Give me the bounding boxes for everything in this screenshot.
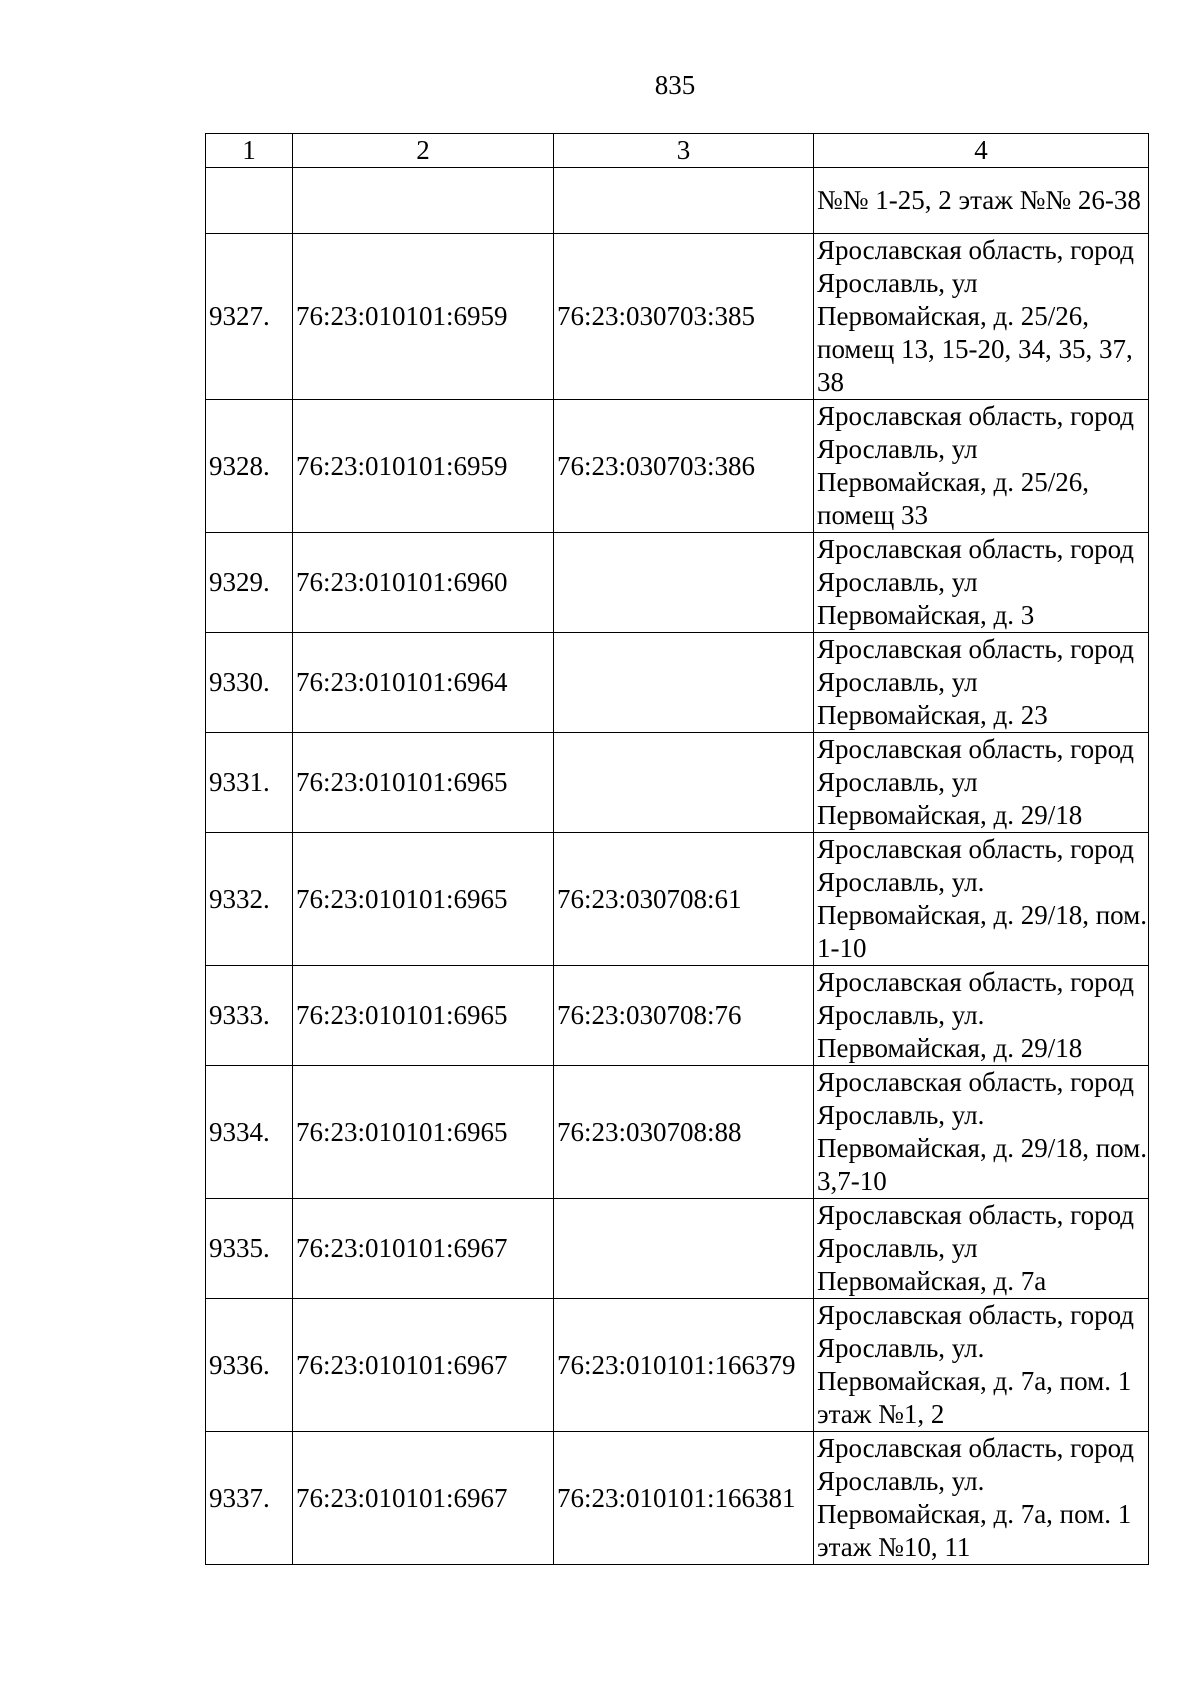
cadastral-number: 76:23:010101:6959 [293,400,554,533]
row-number: 9337. [206,1432,293,1565]
cadastral-number: 76:23:010101:6967 [293,1299,554,1432]
cadastral-number: 76:23:010101:6967 [293,1199,554,1299]
object-cadastral-number [554,733,814,833]
table-row [206,533,1149,633]
row-number: 9331. [206,733,293,833]
column-header-3: 3 [554,134,814,168]
cadastral-number: 76:23:010101:6960 [293,533,554,633]
address: №№ 1-25, 2 этаж №№ 26-38 [814,168,1149,234]
table-row [206,966,1149,1066]
address: Ярославская область, город Ярославль, ул. Первомайская, д. 29/18 [814,966,1149,1066]
object-cadastral-number [554,168,814,234]
column-header-2: 2 [293,134,554,168]
registry-table [205,133,1149,1565]
cadastral-number: 76:23:010101:6965 [293,733,554,833]
table-row [206,1199,1149,1299]
object-cadastral-number [554,633,814,733]
table-row [206,633,1149,733]
row-number: 9330. [206,633,293,733]
address: Ярославская область, город Ярославль, ул. Первомайская, д. 29/18, пом. 1-10 [814,833,1149,966]
row-number [206,168,293,234]
object-cadastral-number: 76:23:030708:88 [554,1066,814,1199]
object-cadastral-number: 76:23:030703:385 [554,234,814,400]
row-number: 9336. [206,1299,293,1432]
address: Ярославская область, город Ярославль, ул. Первомайская, д. 7а, пом. 1 этаж №10, 11 [814,1432,1149,1565]
cadastral-number [293,168,554,234]
table-row [206,168,1149,234]
table-row [206,234,1149,400]
object-cadastral-number: 76:23:030703:386 [554,400,814,533]
cadastral-number: 76:23:010101:6965 [293,1066,554,1199]
address: Ярославская область, город Ярославль, ул Первомайская, д. 25/26, помещ 33 [814,400,1149,533]
cadastral-number: 76:23:010101:6964 [293,633,554,733]
table-row [206,1299,1149,1432]
table-row [206,400,1149,533]
cadastral-number: 76:23:010101:6959 [293,234,554,400]
column-header-4: 4 [814,134,1149,168]
object-cadastral-number [554,533,814,633]
address: Ярославская область, город Ярославль, ул Первомайская, д. 25/26, помещ 13, 15-20, 34, 35, 37, 38 [814,234,1149,400]
object-cadastral-number: 76:23:010101:166379 [554,1299,814,1432]
address: Ярославская область, город Ярославль, ул Первомайская, д. 3 [814,533,1149,633]
address: Ярославская область, город Ярославль, ул Первомайская, д. 23 [814,633,1149,733]
page-number: 835 [654,70,696,100]
object-cadastral-number: 76:23:030708:76 [554,966,814,1066]
object-cadastral-number [554,1199,814,1299]
header-row [206,134,1149,168]
table-row [206,833,1149,966]
table-row [206,1432,1149,1565]
address: Ярославская область, город Ярославль, ул Первомайская, д. 29/18 [814,733,1149,833]
cadastral-number: 76:23:010101:6965 [293,966,554,1066]
cadastral-number: 76:23:010101:6965 [293,833,554,966]
row-number: 9329. [206,533,293,633]
address: Ярославская область, город Ярославль, ул. Первомайская, д. 7а, пом. 1 этаж №1, 2 [814,1299,1149,1432]
row-number: 9334. [206,1066,293,1199]
cadastral-number: 76:23:010101:6967 [293,1432,554,1565]
row-number: 9333. [206,966,293,1066]
table-row [206,733,1149,833]
column-header-1: 1 [206,134,293,168]
row-number: 9332. [206,833,293,966]
address: Ярославская область, город Ярославль, ул Первомайская, д. 7а [814,1199,1149,1299]
object-cadastral-number: 76:23:010101:166381 [554,1432,814,1565]
table-row [206,1066,1149,1199]
row-number: 9328. [206,400,293,533]
address: Ярославская область, город Ярославль, ул. Первомайская, д. 29/18, пом. 3,7-10 [814,1066,1149,1199]
object-cadastral-number: 76:23:030708:61 [554,833,814,966]
row-number: 9335. [206,1199,293,1299]
row-number: 9327. [206,234,293,400]
